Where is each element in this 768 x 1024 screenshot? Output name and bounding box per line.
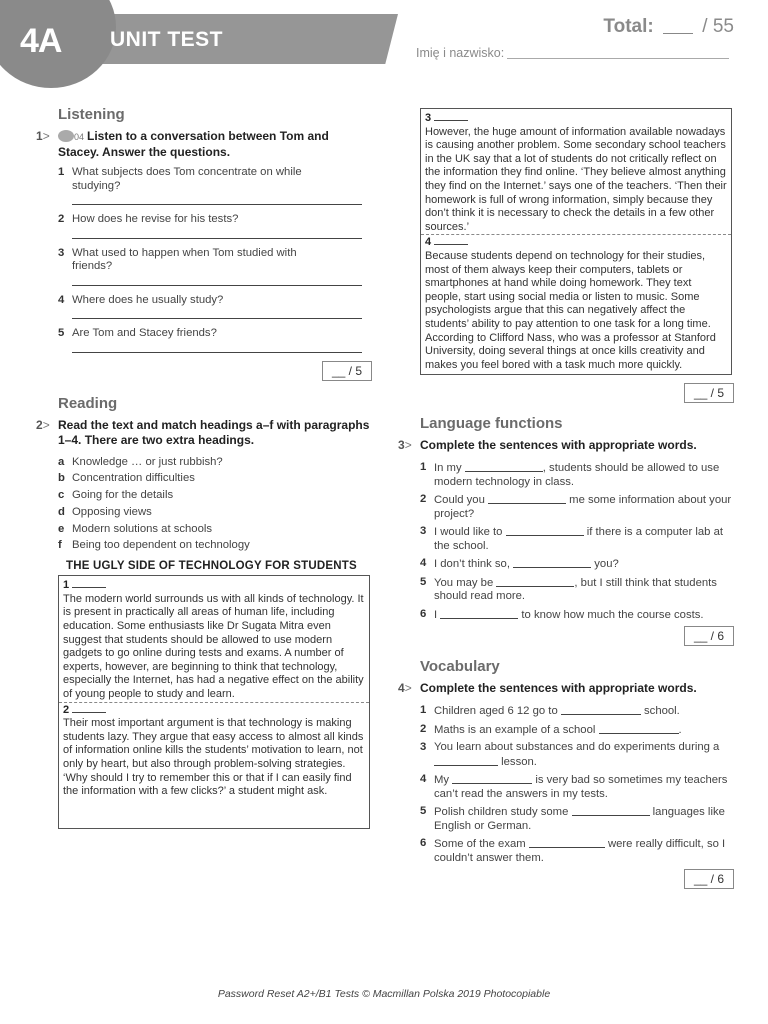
list-item: 5 You may be , but I still think that students should read more. — [420, 575, 717, 603]
chevron-right-icon: > — [404, 681, 412, 696]
list-item: 5 Polish children study some languages like English or German. — [420, 805, 725, 832]
listening-score-box[interactable]: __ / 5 — [322, 361, 372, 381]
answer-line[interactable] — [72, 307, 362, 319]
section-title-language-functions: Language functions — [420, 415, 563, 433]
answer-blank[interactable] — [561, 704, 641, 715]
list-item: 1 In my , students should be allowed to use modern technology in class. — [420, 461, 720, 488]
list-item: 3 I would like to if there is a computer lab at the school. — [420, 525, 723, 552]
list-item: b Concentration difficulties — [58, 472, 195, 485]
answer-blank[interactable] — [434, 755, 498, 766]
paragraph-4-answer[interactable] — [434, 235, 468, 245]
section-title-reading: Reading — [58, 394, 118, 412]
left-column — [36, 106, 372, 829]
language-score-box[interactable]: __ / 6 — [684, 626, 734, 646]
vocabulary-score-box[interactable]: __ / 6 — [684, 869, 734, 889]
answer-line[interactable] — [72, 193, 362, 205]
answer-blank[interactable] — [496, 576, 574, 587]
list-item: f Being too dependent on technology — [58, 539, 250, 552]
answer-line[interactable] — [72, 341, 362, 353]
answer-blank[interactable] — [599, 723, 679, 734]
total-label: Total: — [603, 16, 654, 37]
paragraph-1: 1 The modern world surrounds us with all kinds of technology. It is present in practically all areas of human life, including education. Some enthusiasts like Dr Sugata Mitra even suggest that students should be allowed to use modern gadgets to go online during tests and exams. A number of experts, however, are beginning to think that technology, especially the Internet, has had a negative effect on the ability of young people to study and learn. — [63, 579, 364, 701]
answer-blank[interactable] — [572, 805, 650, 816]
section-title-listening: Listening — [58, 106, 125, 123]
list-item: c Going for the details — [58, 489, 174, 502]
headings-list — [58, 454, 372, 555]
answer-blank[interactable] — [440, 608, 518, 619]
answer-blank[interactable] — [488, 493, 566, 504]
chevron-right-icon: > — [404, 438, 412, 453]
list-item: 5 Are Tom and Stacey friends? — [58, 327, 217, 339]
name-label: Imię i nazwisko: — [416, 46, 505, 60]
unit-number: 4A — [20, 22, 62, 60]
task-1-instruction: 1> 04 Listen to a conversation between Tom and Stacey. Answer the questions. — [36, 129, 329, 159]
task-2-instruction: 2> Read the text and match headings a–f with paragraphs 1–4. There are two extra headings. — [36, 418, 372, 448]
task-3-text: Complete the sentences with appropriate words. — [420, 438, 697, 453]
list-item: 6 Some of the exam were really difficult, so I couldn’t answer them. — [420, 837, 726, 864]
paragraph-4: 4 Because students depend on technology for their studies, most of them always keep their computers, tablets or smartphones at hand while doing homework. They text people, start using social media or listen to music. Some psychologists argue that this can negatively affect the students’ ability to pay attention to one task for a long time. According to Clifford Nass, who was a professor at Stanford University, doing several things at once kills creativity and makes you feel bored with a task much more quickly. — [425, 236, 716, 371]
task-2-text: Read the text and match headings a–f with paragraphs 1–4. There are two extra headings. — [58, 417, 370, 447]
total-score — [603, 16, 734, 38]
list-item: 1 What subjects does Tom concentrate on while studying? — [58, 166, 302, 192]
article-title: THE UGLY SIDE OF TECHNOLOGY FOR STUDENTS — [66, 560, 357, 573]
list-item: d Opposing views — [58, 505, 152, 518]
answer-line[interactable] — [72, 227, 362, 239]
answer-blank[interactable] — [529, 837, 605, 848]
list-item: e Modern solutions at schools — [58, 522, 213, 535]
language-items — [420, 461, 734, 622]
answer-blank[interactable] — [513, 557, 591, 568]
article-box-right — [420, 108, 732, 375]
article-box-left — [58, 575, 370, 829]
page-footer: Password Reset A2+/B1 Tests © Macmillan Polska 2019 Photocopiable — [217, 988, 551, 1000]
name-field[interactable] — [507, 47, 729, 59]
right-column — [398, 108, 734, 889]
paragraph-3-answer[interactable] — [434, 111, 468, 121]
paragraph-2: 2 Their most important argument is that technology is making students lazy. They argue that easy access to almost all kinds of information online kills the students’ motivation to learn, not only by heart, but also through problem-solving strategies. ‘Why should I try to remember this or that if I can easily find the information with a few clicks?’ a student might ask. — [63, 703, 364, 798]
task-3-instruction: 3> Complete the sentences with appropriate words. — [398, 438, 697, 453]
chevron-right-icon: > — [42, 129, 50, 143]
listening-questions — [58, 166, 372, 353]
list-item: 1 Children aged 6 12 go to school. — [420, 704, 680, 718]
list-item: 3 What used to happen when Tom studied with friends? — [58, 246, 297, 272]
answer-blank[interactable] — [465, 461, 543, 472]
student-name — [416, 46, 729, 60]
list-item: 2 How does he revise for his tests? — [58, 213, 239, 225]
task-1-text: Listen to a conversation between Tom and Stacey. Answer the questions. — [58, 129, 329, 159]
reading-score-box[interactable]: __ / 5 — [684, 383, 734, 403]
list-item: 2 Could you me some information about your project? — [420, 493, 732, 520]
list-item: 4 My is very bad so sometimes my teachers can’t read the answers in my tests. — [420, 773, 728, 800]
section-title-vocabulary: Vocabulary — [420, 658, 500, 676]
paragraph-2-answer[interactable] — [72, 703, 106, 713]
list-item: 3 You learn about substances and do experiments during a lesson. — [420, 741, 720, 768]
list-item: 4 Where does he usually study? — [58, 293, 224, 306]
answer-blank[interactable] — [506, 525, 584, 536]
chevron-right-icon: > — [42, 417, 50, 432]
list-item: 4 I don’t think so, you? — [420, 557, 619, 571]
list-item: 2 Maths is an example of a school . — [420, 722, 682, 736]
paragraph-1-answer[interactable] — [72, 578, 106, 588]
vocabulary-items — [420, 704, 734, 865]
list-item: 6 I to know how much the course costs. — [420, 607, 704, 621]
task-4-instruction: 4> Complete the sentences with appropriate words. — [398, 681, 697, 696]
task-4-text: Complete the sentences with appropriate words. — [420, 681, 697, 696]
page-title: UNIT TEST — [110, 28, 223, 51]
audio-cd-icon[interactable] — [58, 130, 74, 142]
total-score-field[interactable] — [663, 18, 693, 34]
paragraph-3: 3 However, the huge amount of information available nowadays is causing another problem. Some secondary school teachers in the UK say that a lot of students do not critically reflect on the information they find online. ‘They believe almost anything they find on the Internet.’ says one of the teachers. ‘Then their homework is full of wrong information, simply because they don’t think it is necessary to check the details in a few other sources.’ — [425, 112, 727, 233]
list-item: a Knowledge … or just rubbish? — [58, 455, 223, 468]
answer-blank[interactable] — [452, 773, 532, 784]
total-max: / 55 — [702, 16, 734, 37]
track-number: 04 — [74, 132, 85, 142]
answer-line[interactable] — [72, 274, 362, 286]
